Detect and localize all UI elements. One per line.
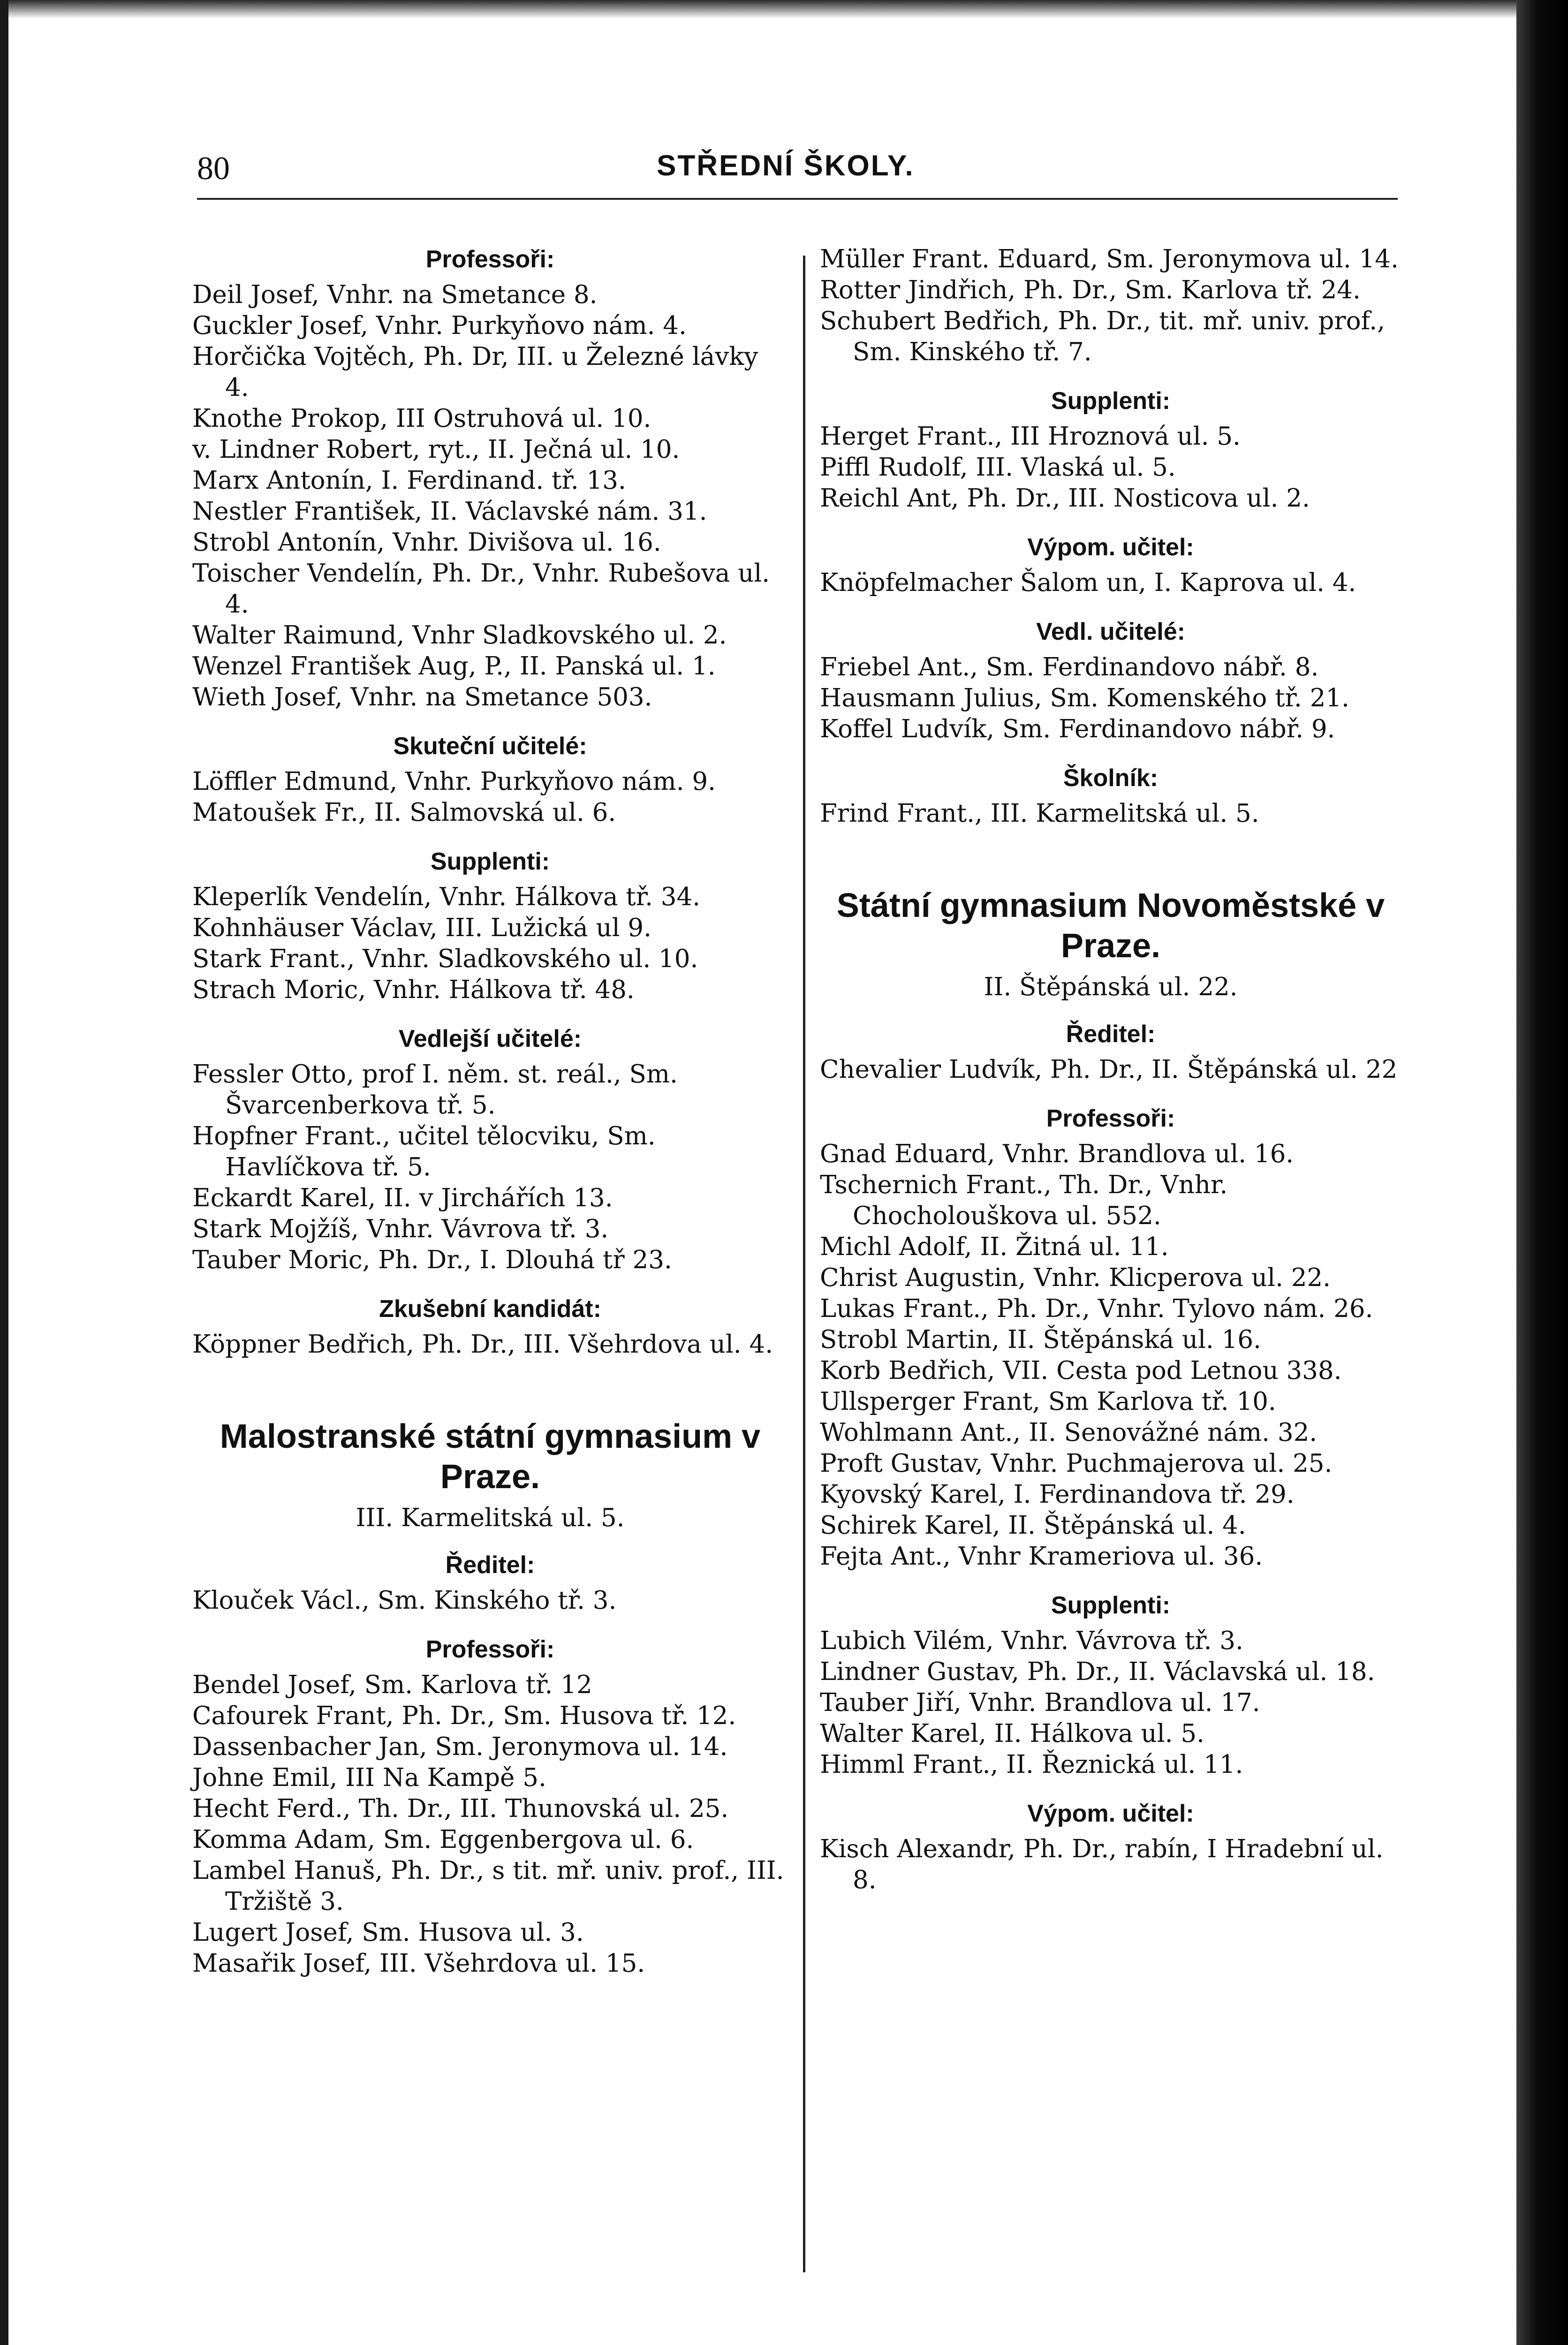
list-item: Guckler Josef, Vnhr. Purkyňovo nám. 4.: [192, 311, 687, 340]
scan-edge-left: [0, 0, 8, 2345]
section-heading: Ředitel:: [1066, 1021, 1156, 1048]
list-item: Deil Josef, Vnhr. na Smetance 8.: [192, 280, 598, 309]
running-title: STŘEDNÍ ŠKOLY.: [657, 150, 915, 182]
list-item: Wenzel František Aug, P., II. Panská ul. 1.: [192, 652, 716, 681]
section-heading: Supplenti:: [430, 848, 550, 875]
section-heading: Professoři:: [425, 246, 555, 273]
list-item: Walter Raimund, Vnhr Sladkovského ul. 2.: [192, 621, 727, 650]
list-item: Ullsperger Frant, Sm Karlova tř. 10.: [820, 1387, 1276, 1416]
list-item: Strobl Antonín, Vnhr. Divišova ul. 16.: [192, 528, 661, 557]
list-item: Schubert Bedřich, Ph. Dr., tit. mř. univ. prof., Sm. Kinského tř. 7.: [820, 307, 1385, 366]
list-item: Bendel Josef, Sm. Karlova tř. 12: [192, 1671, 592, 1699]
substitute-list: [820, 421, 1401, 514]
list-item: Chevalier Ludvík, Ph. Dr., II. Štěpánská ul. 22: [820, 1055, 1398, 1084]
left-column: [192, 244, 788, 1979]
professor-list: [820, 1139, 1401, 1572]
list-item: Kohnhäuser Václav, III. Lužická ul 9.: [192, 914, 651, 942]
list-item: Korb Bedřich, VII. Cesta pod Letnou 338.: [820, 1356, 1342, 1385]
list-item: Herget Frant., III Hroznová ul. 5.: [820, 422, 1241, 451]
list-item: Eckardt Karel, II. v Jirchářích 13.: [192, 1184, 613, 1212]
substitute-list: [192, 882, 788, 1006]
right-column: [820, 244, 1401, 1896]
list-item: Tauber Jiří, Vnhr. Brandlova ul. 17.: [820, 1688, 1260, 1717]
list-item: Knöpfelmacher Šalom un, I. Kaprova ul. 4.: [820, 568, 1356, 597]
list-item: Kleperlík Vendelín, Vnhr. Hálkova tř. 34.: [192, 883, 701, 911]
list-item: Frind Frant., III. Karmelitská ul. 5.: [820, 799, 1259, 828]
section-heading: Ředitel:: [445, 1551, 535, 1579]
column-divider: [803, 256, 805, 2272]
list-item: Müller Frant. Eduard, Sm. Jeronymova ul. 14.: [820, 245, 1399, 273]
section-heading: Professoři:: [1046, 1105, 1175, 1132]
list-item: Lugert Josef, Sm. Husova ul. 3.: [192, 1918, 584, 1947]
institution-address: II. Štěpánská ul. 22.: [984, 973, 1238, 1001]
page-header: [197, 141, 1398, 192]
section-heading: Supplenti:: [1051, 387, 1171, 415]
list-item: Wohlmann Ant., II. Senovážné nám. 32.: [820, 1418, 1318, 1447]
candidate-list: [192, 1329, 788, 1360]
list-item: Masařik Josef, III. Všehrdova ul. 15.: [192, 1949, 645, 1978]
teacher-list: [192, 766, 788, 828]
list-item: Fejta Ant., Vnhr Krameriova ul. 36.: [820, 1542, 1263, 1571]
section-heading: Supplenti:: [1051, 1592, 1171, 1619]
janitor-list: [820, 798, 1401, 829]
section-heading: Školník:: [1063, 764, 1159, 792]
list-item: Horčička Vojtěch, Ph. Dr, III. u Železné lávky 4.: [192, 342, 758, 402]
institution-title: Státní gymnasium Novoměstské v Praze.: [836, 887, 1385, 965]
list-item: Löffler Edmund, Vnhr. Purkyňovo nám. 9.: [192, 767, 716, 796]
section-heading: Výpom. učitel:: [1027, 534, 1194, 561]
list-item: Komma Adam, Sm. Eggenbergova ul. 6.: [192, 1825, 694, 1854]
list-item: Matoušek Fr., II. Salmovská ul. 6.: [192, 798, 616, 827]
list-item: Reichl Ant, Ph. Dr., III. Nosticova ul. 2.: [820, 484, 1310, 513]
list-item: Lubich Vilém, Vnhr. Vávrova tř. 3.: [820, 1626, 1243, 1655]
list-item: Knothe Prokop, III Ostruhová ul. 10.: [192, 404, 651, 433]
list-item: Stark Mojžíš, Vnhr. Vávrova tř. 3.: [192, 1215, 609, 1243]
list-item: Lukas Frant., Ph. Dr., Vnhr. Tylovo nám. 26.: [820, 1294, 1373, 1323]
header-rule: [197, 198, 1398, 200]
list-item: Proft Gustav, Vnhr. Puchmajerova ul. 25.: [820, 1449, 1333, 1478]
section-heading: Professoři:: [425, 1636, 555, 1663]
professor-list: [192, 1670, 788, 1979]
institution-address: III. Karmelitská ul. 5.: [356, 1504, 625, 1532]
scan-edge-right: [1516, 0, 1568, 2345]
section-heading: Výpom. učitel:: [1027, 1800, 1194, 1827]
list-item: Stark Frant., Vnhr. Sladkovského ul. 10.: [192, 945, 698, 973]
list-item: Tauber Moric, Ph. Dr., I. Dlouhá tř 23.: [192, 1246, 672, 1274]
list-item: Piffl Rudolf, III. Vlaská ul. 5.: [820, 453, 1176, 482]
scan-edge-top: [0, 0, 1568, 19]
list-item: Strobl Martin, II. Štěpánská ul. 16.: [820, 1325, 1261, 1354]
substitute-list: [820, 1626, 1401, 1780]
list-item: Lambel Hanuš, Ph. Dr., s tit. mř. univ. prof., III. Tržiště 3.: [192, 1856, 784, 1916]
list-item: Hecht Ferd., Th. Dr., III. Thunovská ul. 25.: [192, 1794, 729, 1823]
section-heading: Skuteční učitelé:: [393, 733, 587, 760]
section-heading: Vedl. učitelé:: [1036, 618, 1185, 645]
professor-list: [192, 280, 788, 713]
list-item: Cafourek Frant, Ph. Dr., Sm. Husova tř. 12.: [192, 1702, 736, 1730]
list-item: Wieth Josef, Vnhr. na Smetance 503.: [192, 683, 652, 711]
aux-teacher-list: [820, 1834, 1401, 1896]
list-item: Hopfner Frant., učitel tělocviku, Sm. Havlíčkova tř. 5.: [192, 1122, 656, 1181]
institution-title: Malostranské státní gymnasium v Praze.: [220, 1418, 761, 1496]
list-item: Strach Moric, Vnhr. Hálkova tř. 48.: [192, 976, 635, 1004]
list-item: Tschernich Frant., Th. Dr., Vnhr. Chocholouškova ul. 552.: [820, 1171, 1228, 1230]
list-item: Fessler Otto, prof I. něm. st. reál., Sm. Švarcenberkova tř. 5.: [192, 1060, 678, 1120]
list-item: Hausmann Julius, Sm. Komenského tř. 21.: [820, 684, 1349, 712]
list-item: Friebel Ant., Sm. Ferdinandovo nábř. 8.: [820, 653, 1319, 681]
aux-teacher-list: [820, 567, 1401, 598]
list-item: Schirek Karel, II. Štěpánská ul. 4.: [820, 1511, 1246, 1540]
continued-professor-list: [820, 244, 1401, 368]
list-item: Kisch Alexandr, Ph. Dr., rabín, I Hradební ul. 8.: [820, 1835, 1384, 1894]
list-item: Köppner Bedřich, Ph. Dr., III. Všehrdova ul. 4.: [192, 1330, 773, 1359]
list-item: Michl Adolf, II. Žitná ul. 11.: [820, 1233, 1169, 1261]
list-item: Nestler František, II. Václavské nám. 31.: [192, 497, 707, 526]
list-item: Klouček Václ., Sm. Kinského tř. 3.: [192, 1586, 617, 1615]
list-item: Johne Emil, III Na Kampě 5.: [192, 1763, 546, 1792]
section-heading: Zkušební kandidát:: [379, 1295, 601, 1323]
list-item: Marx Antonín, I. Ferdinand. tř. 13.: [192, 466, 626, 495]
section-heading: Vedlejší učitelé:: [398, 1025, 582, 1052]
list-item: Walter Karel, II. Hálkova ul. 5.: [820, 1719, 1204, 1748]
list-item: Rotter Jindřich, Ph. Dr., Sm. Karlova tř. 24.: [820, 276, 1361, 304]
list-item: Christ Augustin, Vnhr. Klicperova ul. 22.: [820, 1263, 1331, 1292]
list-item: Kyovský Karel, I. Ferdinandova tř. 29.: [820, 1480, 1295, 1509]
list-item: Dassenbacher Jan, Sm. Jeronymova ul. 14.: [192, 1732, 728, 1761]
list-item: Toischer Vendelín, Ph. Dr., Vnhr. Rubešova ul. 4.: [192, 559, 770, 619]
side-teacher-list: [192, 1059, 788, 1276]
side-teacher-list: [820, 652, 1401, 745]
list-item: Lindner Gustav, Ph. Dr., II. Václavská ul. 18.: [820, 1657, 1375, 1686]
list-item: v. Lindner Robert, ryt., II. Ječná ul. 10.: [192, 435, 680, 464]
list-item: Koffel Ludvík, Sm. Ferdinandovo nábř. 9.: [820, 715, 1335, 743]
page-number: 80: [197, 151, 230, 187]
list-item: Gnad Eduard, Vnhr. Brandlova ul. 16.: [820, 1140, 1294, 1168]
list-item: Himml Frant., II. Řeznická ul. 11.: [820, 1750, 1243, 1779]
